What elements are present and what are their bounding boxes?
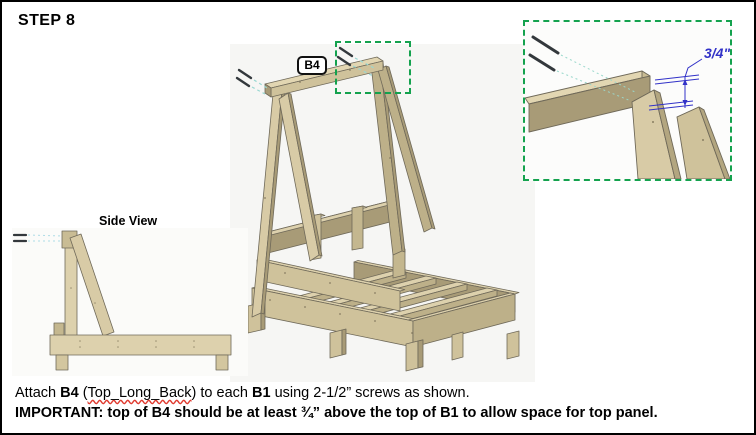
detail-inset xyxy=(523,20,732,181)
instruction-text xyxy=(15,383,750,423)
instr-part-b1: B1 xyxy=(252,385,271,401)
side-view-label: Side View xyxy=(99,214,158,228)
instruction-line-2: IMPORTANT: top of B4 should be at least ¾” above the top of B1 to allow space for top panel. xyxy=(15,405,658,421)
detail-highlight-box xyxy=(335,41,411,94)
instr-part-b4: B4 xyxy=(60,385,79,401)
instr-part-name: Top_Long_Back xyxy=(87,385,192,401)
instr-attach: Attach xyxy=(15,385,61,401)
detail-inset-drawing xyxy=(525,22,730,179)
instruction-line-1 xyxy=(15,383,750,403)
dimension-label: 3/4" xyxy=(704,45,730,61)
instr-paren-open: ( xyxy=(78,385,88,401)
part-label-b4: B4 xyxy=(297,56,327,75)
page-title: STEP 8 xyxy=(18,12,76,29)
instr-tail: using 2-1/2” screws as shown. xyxy=(270,385,470,401)
side-view-drawing xyxy=(10,228,250,378)
instr-mid: ) to each xyxy=(191,385,252,401)
